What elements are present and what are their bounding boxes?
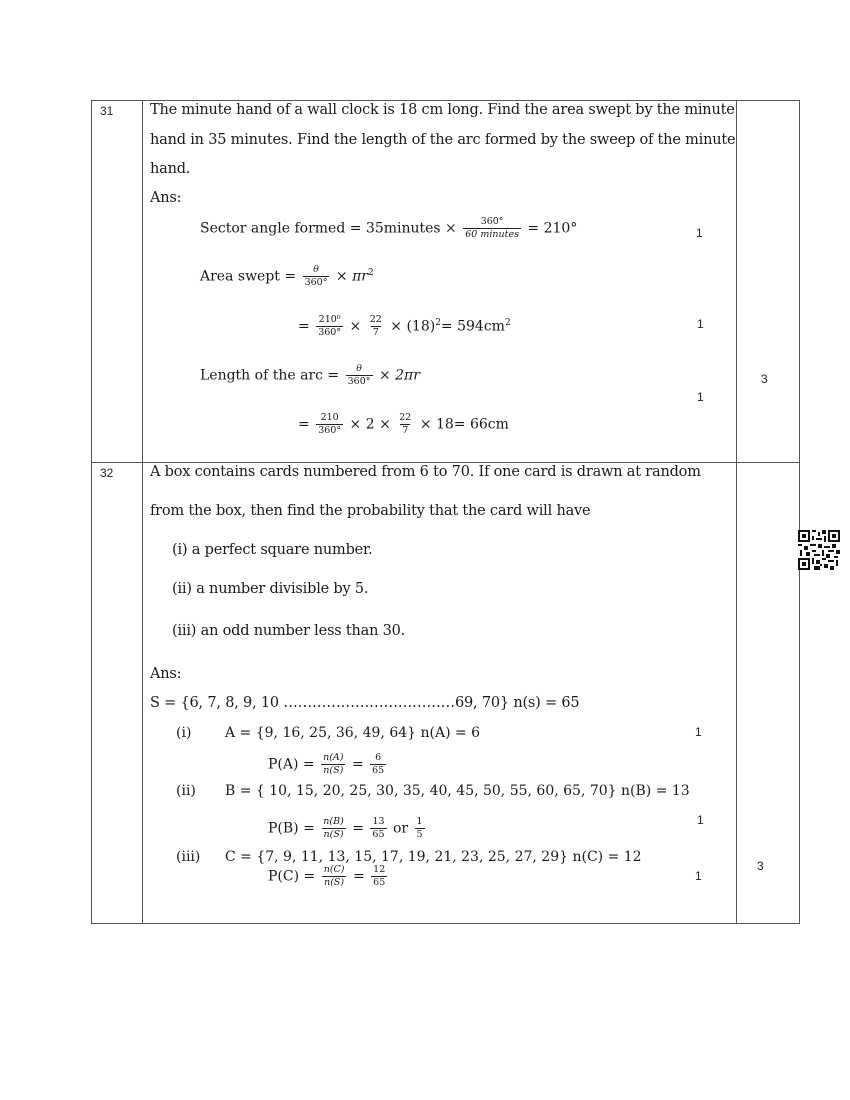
numerator: 6 (375, 752, 382, 763)
fraction (371, 864, 387, 889)
set-definition: B = { 10, 15, 20, 25, 30, 35, 40, 45, 50, 55, 60, 65, 70} n(B) = 13 (225, 783, 690, 799)
answer-label: Ans: (150, 666, 182, 682)
area2-suffix: × (18) (390, 318, 436, 335)
exponent: 2 (367, 267, 374, 278)
part-label: (ii) (176, 783, 196, 799)
part-label: (iii) (176, 849, 201, 865)
area2-result: = 594cm (440, 318, 505, 335)
denominator: 65 (372, 765, 385, 776)
equals: = (352, 820, 364, 837)
fraction (397, 412, 413, 437)
numerator: θ (356, 363, 362, 374)
numerator: 360° (480, 216, 504, 227)
equals: = (298, 318, 310, 335)
question-part: (i) a perfect square number. (172, 542, 373, 558)
question-text-line: from the box, then find the probability that the card will have (150, 503, 591, 519)
numerator: 22 (369, 314, 382, 325)
fraction (368, 314, 384, 339)
denominator: 60 minutes (465, 229, 519, 240)
prob-prefix: P(A) = (268, 756, 315, 773)
numerator: θ (313, 264, 319, 275)
step-mark: 1 (695, 725, 702, 739)
denominator: n(S) (324, 877, 345, 888)
denominator: 7 (372, 327, 379, 338)
question-text-line: hand. (150, 161, 191, 177)
numerator: n(B) (323, 816, 344, 827)
fraction (322, 864, 347, 889)
denominator: n(S) (323, 765, 344, 776)
sector-prefix: Sector angle formed = 35minutes × (200, 220, 457, 237)
question-text-line: A box contains cards numbered from 6 to 70. If one card is drawn at random (150, 464, 701, 480)
prob-prefix: P(C) = (268, 868, 316, 885)
step-mark: 1 (697, 390, 704, 404)
denominator: 360° (347, 376, 371, 387)
probability-calculation (268, 816, 427, 841)
probability-calculation (268, 752, 388, 777)
arc-prefix: Length of the arc = (200, 367, 340, 384)
fraction (316, 314, 343, 339)
fraction (463, 216, 521, 241)
numerator: 22 (399, 412, 412, 423)
total-marks: 3 (757, 859, 764, 873)
fraction (316, 412, 343, 437)
denominator: 65 (373, 877, 386, 888)
prob-prefix: P(B) = (268, 820, 315, 837)
fraction (346, 363, 373, 388)
numerator: 210⁰ (318, 314, 341, 325)
area-prefix: Area swept = (200, 268, 297, 285)
question-number: 31 (100, 104, 114, 118)
sector-angle-equation (200, 216, 577, 241)
numerator: 13 (372, 816, 385, 827)
step-mark: 1 (696, 226, 703, 240)
sample-space: S = {6, 7, 8, 9, 10 ………………………………69, 70} n(s) = 65 (150, 695, 580, 711)
area-suffix: × πr (335, 268, 368, 285)
denominator: 360° (318, 327, 342, 338)
part-label: (i) (176, 725, 192, 741)
fraction (321, 752, 345, 777)
arc2-result: × 18= 66cm (419, 416, 509, 433)
fraction (370, 752, 386, 777)
question-text-line: The minute hand of a wall clock is 18 cm long. Find the area swept by the minute (150, 102, 735, 118)
equals: = (298, 416, 310, 433)
equals: = (352, 868, 365, 885)
exponent: 2 (435, 317, 441, 328)
numerator: n(C) (323, 864, 345, 875)
fraction (370, 816, 386, 841)
numerator: 210 (320, 412, 339, 423)
denominator: 65 (372, 829, 385, 840)
table-right-border (799, 100, 800, 924)
denominator: 360° (304, 277, 328, 288)
fraction (303, 264, 330, 289)
sector-result: = 210° (527, 220, 578, 237)
column-divider-marks (736, 100, 737, 924)
or-text: or (392, 820, 409, 837)
area-swept-calculation (298, 314, 511, 339)
fraction (321, 816, 346, 841)
set-definition: A = {9, 16, 25, 36, 49, 64} n(A) = 6 (225, 725, 481, 741)
step-mark: 1 (697, 317, 704, 331)
fraction (415, 816, 425, 841)
numerator: n(A) (323, 752, 344, 763)
numerator: 12 (373, 864, 386, 875)
question-text-line: hand in 35 minutes. Find the length of the arc formed by the sweep of the minute (150, 132, 736, 148)
step-mark: 1 (697, 813, 704, 827)
area-swept-formula (200, 264, 374, 289)
set-definition: C = {7, 9, 11, 13, 15, 17, 19, 21, 23, 25, 27, 29} n(C) = 12 (225, 849, 642, 865)
denominator: n(S) (323, 829, 344, 840)
step-mark: 1 (695, 869, 702, 883)
table-left-border (91, 100, 92, 924)
question-part: (ii) a number divisible by 5. (172, 581, 369, 597)
table-bottom-border (91, 923, 800, 924)
arc-length-calculation (298, 412, 509, 437)
denominator: 5 (416, 829, 423, 840)
arc-suffix: × 2πr (378, 367, 420, 384)
answer-label: Ans: (150, 190, 182, 206)
denominator: 360° (318, 425, 342, 436)
arc2-mid: × 2 × (349, 416, 391, 433)
question-number: 32 (100, 466, 114, 480)
column-divider-number (142, 100, 143, 924)
arc-length-formula (200, 363, 420, 388)
numerator: 1 (416, 816, 423, 827)
exponent: 2 (504, 317, 511, 328)
qr-code-icon[interactable] (798, 530, 840, 570)
question-part: (iii) an odd number less than 30. (172, 623, 406, 639)
denominator: 7 (402, 425, 409, 436)
probability-calculation (268, 864, 389, 889)
equals: = (351, 756, 364, 773)
times: × (349, 318, 362, 335)
total-marks: 3 (761, 372, 768, 386)
